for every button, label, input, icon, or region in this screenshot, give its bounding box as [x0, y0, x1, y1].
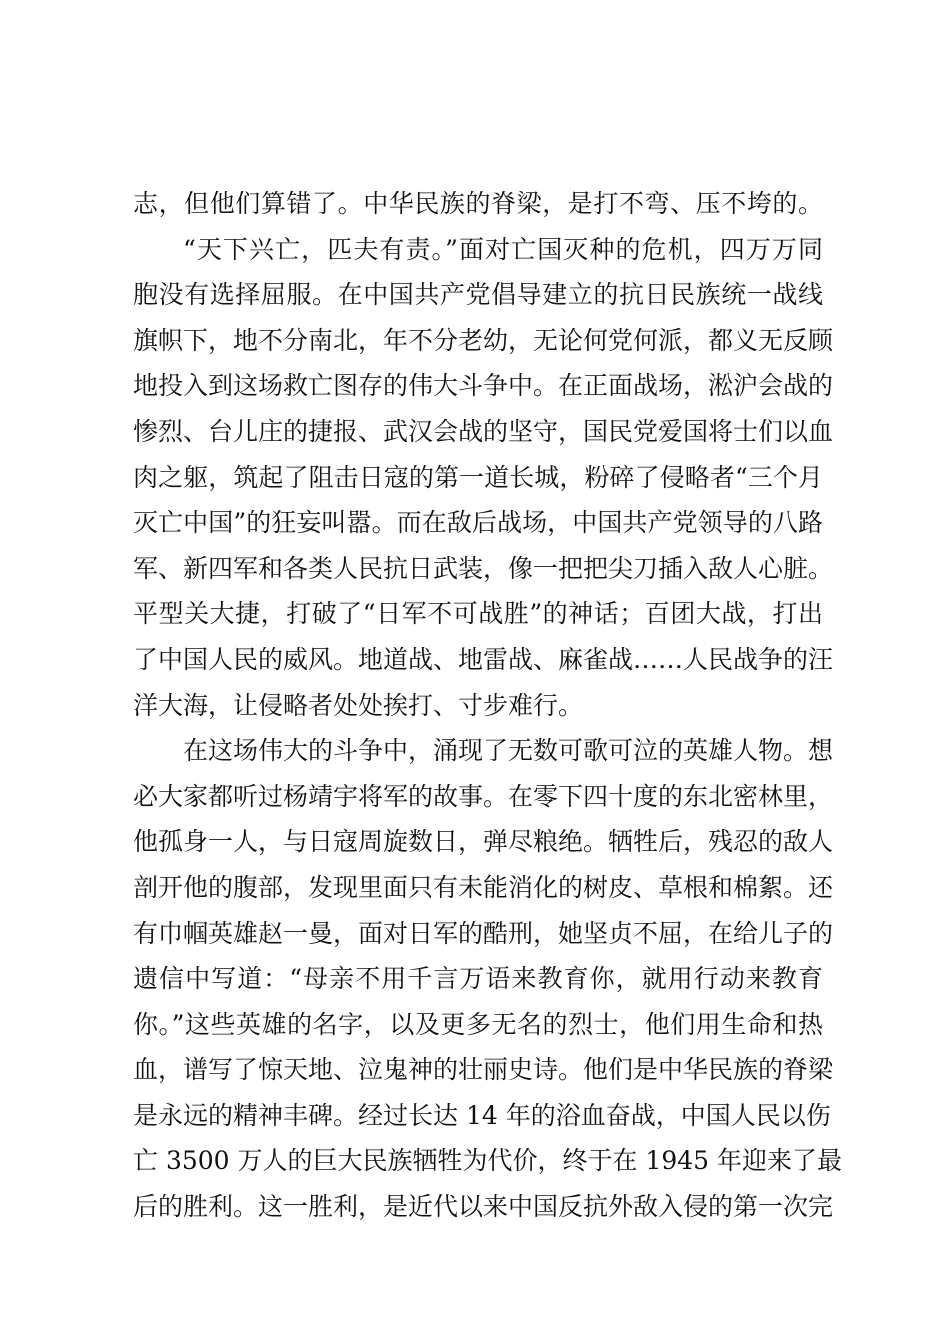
- text-line: 地投入到这场救亡图存的伟大斗争中。在正面战场，淞沪会战的: [133, 371, 834, 401]
- text-line: 灭亡中国”的狂妄叫嚣。而在敌后战场，中国共产党领导的八路: [133, 508, 823, 538]
- text-line: 血，谱写了惊天地、泣鬼神的壮丽史诗。他们是中华民族的脊梁: [133, 1055, 834, 1085]
- text-line: 志，但他们算错了。中华民族的脊梁，是打不弯、压不垮的。: [133, 189, 823, 218]
- text-line: 旗帜下，地不分南北，年不分老幼，无论何党何派，都义无反顾: [133, 325, 834, 355]
- paragraph-start-line: “天下兴亡，匹夫有责。”面对亡国灭种的危机，四万万同: [183, 234, 823, 264]
- body-text: [133, 186, 843, 1235]
- paragraph-start-line: 在这场伟大的斗争中，涌现了无数可歌可泣的英雄人物。想: [183, 736, 834, 766]
- text-line: 了中国人民的威风。地道战、地雷战、麻雀战……人民战争的汪: [133, 644, 834, 674]
- text-line: 后的胜利。这一胜利，是近代以来中国反抗外敌入侵的第一次完: [133, 1192, 834, 1222]
- text-line: 必大家都听过杨靖宇将军的故事。在零下四十度的东北密林里，: [133, 781, 834, 811]
- text-line: 你。”这些英雄的名字，以及更多无名的烈士，他们用生命和热: [133, 1009, 823, 1039]
- paragraph-end-line: 洋大海，让侵略者处处挨打、寸步难行。: [133, 690, 584, 720]
- text-line: 剖开他的腹部，发现里面只有未能消化的树皮、草根和棉絮。还: [133, 872, 834, 902]
- text-line: 有巾帼英雄赵一曼，面对日军的酷刑，她坚贞不屈，在给儿子的: [133, 918, 834, 948]
- text-line: 惨烈、台儿庄的捷报、武汉会战的坚守，国民党爱国将士们以血: [133, 416, 834, 446]
- text-line: 肉之躯，筑起了阻击日寇的第一道长城，粉碎了侵略者“三个月: [133, 462, 823, 492]
- text-line: 平型关大捷，打破了“日军不可战胜”的神话；百团大战，打出: [133, 599, 823, 629]
- text-line: 军、新四军和各类人民抗日武装，像一把把尖刀插入敌人心脏。: [133, 553, 834, 583]
- text-line: 是永远的精神丰碑。经过长达 14 年的浴血奋战，中国人民以伤: [133, 1100, 831, 1130]
- text-line: 遗信中写道：“母亲不用千言万语来教育你，就用行动来教育: [133, 964, 823, 994]
- text-line: 亡 3500 万人的巨大民族牺牲为代价，终于在 1945 年迎来了最: [133, 1146, 843, 1176]
- text-line: 他孤身一人，与日寇周旋数日，弹尽粮绝。牺牲后，残忍的敌人: [133, 827, 834, 857]
- text-line: 胞没有选择屈服。在中国共产党倡导建立的抗日民族统一战线: [133, 280, 823, 310]
